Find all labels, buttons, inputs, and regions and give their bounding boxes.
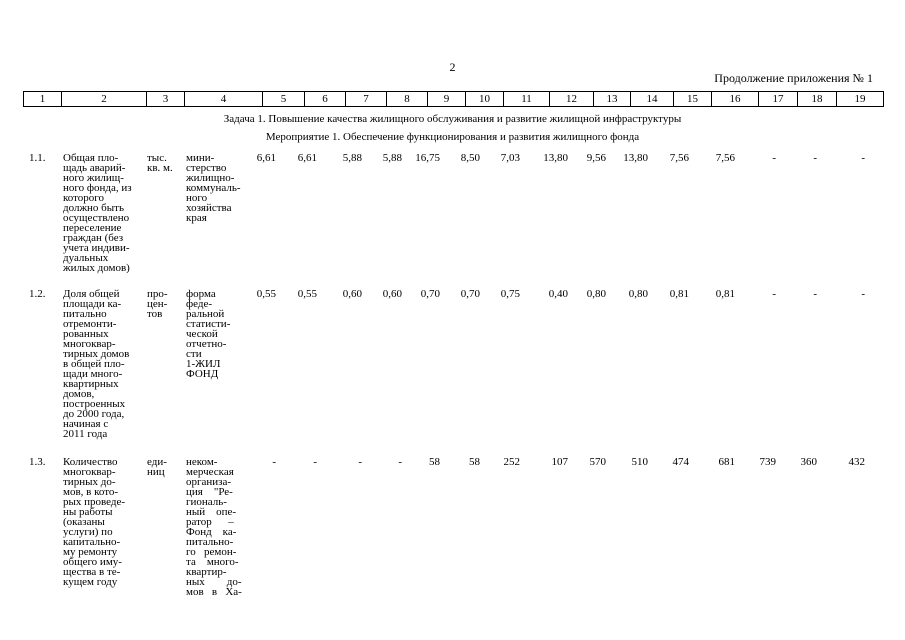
source-line: ных до- (186, 576, 242, 588)
source-line: неком- (186, 456, 218, 468)
value-cell: 6,61 (297, 152, 317, 164)
column-number: 9 (428, 92, 466, 107)
row-number: 1.3. (29, 456, 46, 468)
column-number-header (23, 91, 884, 107)
value-cell: 13,80 (543, 152, 568, 164)
source-line: ратор – (186, 516, 234, 528)
task-title: Задача 1. Повышение качества жилищного обслуживания и развитие жилищной инфраструктуры (223, 113, 682, 125)
column-number: 12 (550, 92, 594, 107)
source (186, 457, 243, 597)
unit: тыс. кв. м. (147, 152, 173, 174)
value-cell: 0,70 (420, 288, 440, 300)
source-line: ция "Ре- (186, 486, 233, 498)
column-number: 15 (674, 92, 712, 107)
column-number: 18 (798, 92, 837, 107)
source-line: питально- (186, 536, 234, 548)
value-cell: 0,55 (297, 288, 317, 300)
source-line: организа- (186, 476, 232, 488)
value-cell: 0,70 (460, 288, 480, 300)
column-number: 5 (263, 92, 305, 107)
value-cell: - (861, 288, 865, 300)
value-cell: - (861, 152, 865, 164)
value-cell: - (398, 456, 402, 468)
source-line: мерческая (186, 466, 234, 478)
source-line: гиональ- (186, 496, 227, 508)
page-number: 2 (449, 60, 456, 74)
continuation-label: Продолжение приложения № 1 (714, 71, 873, 85)
source: форма феде- ральной статисти- ческой отчетно- сти 1-ЖИЛ ФОНД (186, 288, 231, 380)
value-cell: 0,81 (669, 288, 689, 300)
measure-title: Мероприятие 1. Обеспечение функционирования и развития жилищного фонда (265, 131, 640, 143)
value-cell: - (813, 152, 817, 164)
value-cell: - (313, 456, 317, 468)
value-cell: 107 (551, 456, 568, 468)
source: мини- стерство жилищно- коммуналь- ного хозяйства края (186, 152, 241, 224)
value-cell: - (272, 456, 276, 468)
value-cell: 0,80 (586, 288, 606, 300)
value-cell: 570 (589, 456, 606, 468)
value-cell: 9,56 (586, 152, 606, 164)
column-number: 19 (837, 92, 884, 107)
value-cell: 58 (429, 456, 440, 468)
value-cell: 681 (718, 456, 735, 468)
indicator-name: Общая пло- щадь аварий- ного жилищ- ного фонда, из которого должно быть осуществлено переселение граждан (без учета индиви- дуальных жилых домов) (63, 152, 132, 274)
value-cell: 252 (503, 456, 520, 468)
indicator-name: Количество многоквар- тирных до- мов, в кото- рых проведе- ны работы (оказаны услуги) по капитально- му ремонту общего иму- щества в те- кущем году (63, 456, 126, 588)
value-cell: - (772, 152, 776, 164)
column-number: 4 (185, 92, 263, 107)
column-number: 1 (24, 92, 62, 107)
value-cell: - (772, 288, 776, 300)
value-cell: 13,80 (623, 152, 648, 164)
value-cell: 0,80 (628, 288, 648, 300)
column-number: 13 (594, 92, 631, 107)
value-cell: - (358, 456, 362, 468)
column-number: 7 (346, 92, 387, 107)
source-line: го ремон- (186, 546, 237, 558)
value-cell: 474 (672, 456, 689, 468)
column-number: 3 (147, 92, 185, 107)
value-cell: 0,40 (548, 288, 568, 300)
value-cell: 510 (631, 456, 648, 468)
unit: про- цен- тов (147, 288, 168, 320)
value-cell: 0,75 (500, 288, 520, 300)
source-line: Фонд ка- (186, 526, 237, 538)
source-line: ный опе- (186, 506, 237, 518)
row-number: 1.2. (29, 288, 46, 300)
column-number: 16 (712, 92, 759, 107)
column-number: 14 (631, 92, 674, 107)
unit: еди- ниц (147, 456, 167, 478)
value-cell: 7,56 (669, 152, 689, 164)
source-line: квартир- (186, 566, 227, 578)
column-number: 2 (62, 92, 147, 107)
value-cell: 6,61 (256, 152, 276, 164)
source-line: та много- (186, 556, 239, 568)
value-cell: 5,88 (342, 152, 362, 164)
column-number: 8 (387, 92, 428, 107)
value-cell: 0,55 (256, 288, 276, 300)
value-cell: 360 (800, 456, 817, 468)
value-cell: 0,60 (342, 288, 362, 300)
column-number: 6 (305, 92, 346, 107)
value-cell: 16,75 (415, 152, 440, 164)
value-cell: 58 (469, 456, 480, 468)
row-number: 1.1. (29, 152, 46, 164)
value-cell: 7,03 (500, 152, 520, 164)
indicator-name: Доля общей площади ка- питально отремонти- рованных многоквар- тирных домов в общей пло- щади много- квартирных домов, построенных до 2000 года, начиная с 2011 года (63, 288, 130, 440)
value-cell: - (813, 288, 817, 300)
column-number: 17 (759, 92, 798, 107)
value-cell: 5,88 (382, 152, 402, 164)
column-number: 11 (504, 92, 550, 107)
source-line: мов в Ха- (186, 586, 242, 598)
value-cell: 0,60 (382, 288, 402, 300)
value-cell: 432 (848, 456, 865, 468)
value-cell: 7,56 (715, 152, 735, 164)
column-number: 10 (466, 92, 504, 107)
value-cell: 8,50 (460, 152, 480, 164)
value-cell: 0,81 (715, 288, 735, 300)
value-cell: 739 (759, 456, 776, 468)
